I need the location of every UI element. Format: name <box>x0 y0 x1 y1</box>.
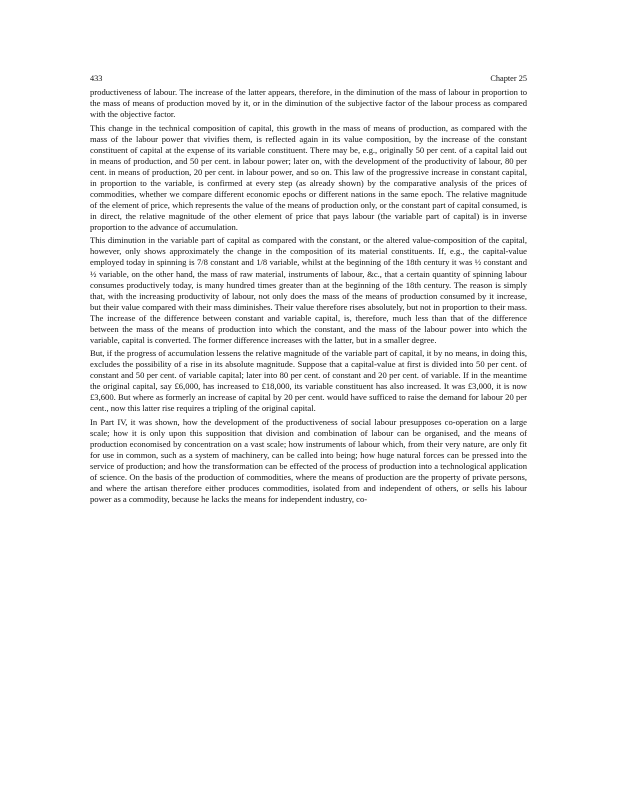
page-header <box>90 73 527 87</box>
paragraph: This diminution in the variable part of capital as compared with the constant, or the altered value-composition of the capital, however, only shows approximately the change in the composition of its material constituents. If, e.g., the capital-value employed today in spinning is 7/8 constant and 1/8 variable, whilst at the beginning of the 18th century it was ½ constant and ½ variable, on the other hand, the mass of raw material, instruments of labour, &c., that a certain quantity of spinning labour consumes productively today, is many hundred times greater than at the beginning of the 18th century. The reason is simply that, with the increasing productivity of labour, not only does the mass of the means of production consumed by it increase, but their value compared with their mass diminishes. Their value therefore rises absolutely, but not in proportion to their mass. The increase of the difference between constant and variable capital, is, therefore, much less than that of the difference between the mass of the means of production into which the constant, and the mass of the labour power into which the variable, capital is converted. The former difference increases with the latter, but in a smaller degree. <box>90 235 527 345</box>
paragraph: In Part IV, it was shown, how the development of the productiveness of social labour presupposes co-operation on a large scale; how it is only upon this supposition that division and combination of labour can be organised, and the means of production economised by concentration on a vast scale; how instruments of labour which, from their very nature, are only fit for use in common, such as a system of machinery, can be called into being; how huge natural forces can be pressed into the service of production; and how the transformation can be effected of the process of production into a technological application of science. On the basis of the production of commodities, where the means of production are the property of private persons, and where the artisan therefore either produces commodities, isolated from and independent of others, or sells his labour power as a commodity, because he lacks the means for independent industry, co- <box>90 416 527 505</box>
paragraph: productiveness of labour. The increase of the latter appears, therefore, in the diminution of the mass of labour in proportion to the mass of means of production moved by it, or in the diminution of the subjective factor of the labour process as compared with the objective factor. <box>90 87 527 120</box>
page-number: 433 <box>90 74 103 83</box>
chapter-title: Chapter 25 <box>490 74 527 83</box>
paragraph: This change in the technical composition of capital, this growth in the mass of means of production, as compared with the mass of the labour power that vivifies them, is reflected again in its value composition, by the increase of the constant constituent of capital at the expense of its variable constituent. There may be, e.g., originally 50 per cent. of a capital laid out in means of production, and 50 per cent. in labour power; later on, with the development of the productivity of labour, 80 per cent. in means of production, 20 per cent. in labour power, and so on. This law of the progressive increase in constant capital, in proportion to the variable, is confirmed at every step (as already shown) by the comparative analysis of the prices of commodities, whether we compare different economic epochs or different nations in the same epoch. The relative magnitude of the element of price, which represents the value of the means of production only, or the constant part of capital consumed, is in direct, the relative magnitude of the other element of price that pays labour (the variable part of capital) is in inverse proportion to the advance of accumulation. <box>90 122 527 232</box>
paragraph: But, if the progress of accumulation lessens the relative magnitude of the variable part of capital, it by no means, in doing this, excludes the possibility of a rise in its absolute magnitude. Suppose that a capital-value at first is divided into 50 per cent. of constant and 50 per cent. of variable capital; later into 80 per cent. of constant and 20 per cent. of variable. If in the meantime the original capital, say £6,000, has increased to £18,000, its variable constituent has also increased. It was £3,000, it is now £3,600. But where as formerly an increase of capital by 20 per cent. would have sufficed to raise the demand for labour 20 per cent., now this latter rise requires a tripling of the original capital. <box>90 348 527 414</box>
document-page <box>90 73 527 508</box>
